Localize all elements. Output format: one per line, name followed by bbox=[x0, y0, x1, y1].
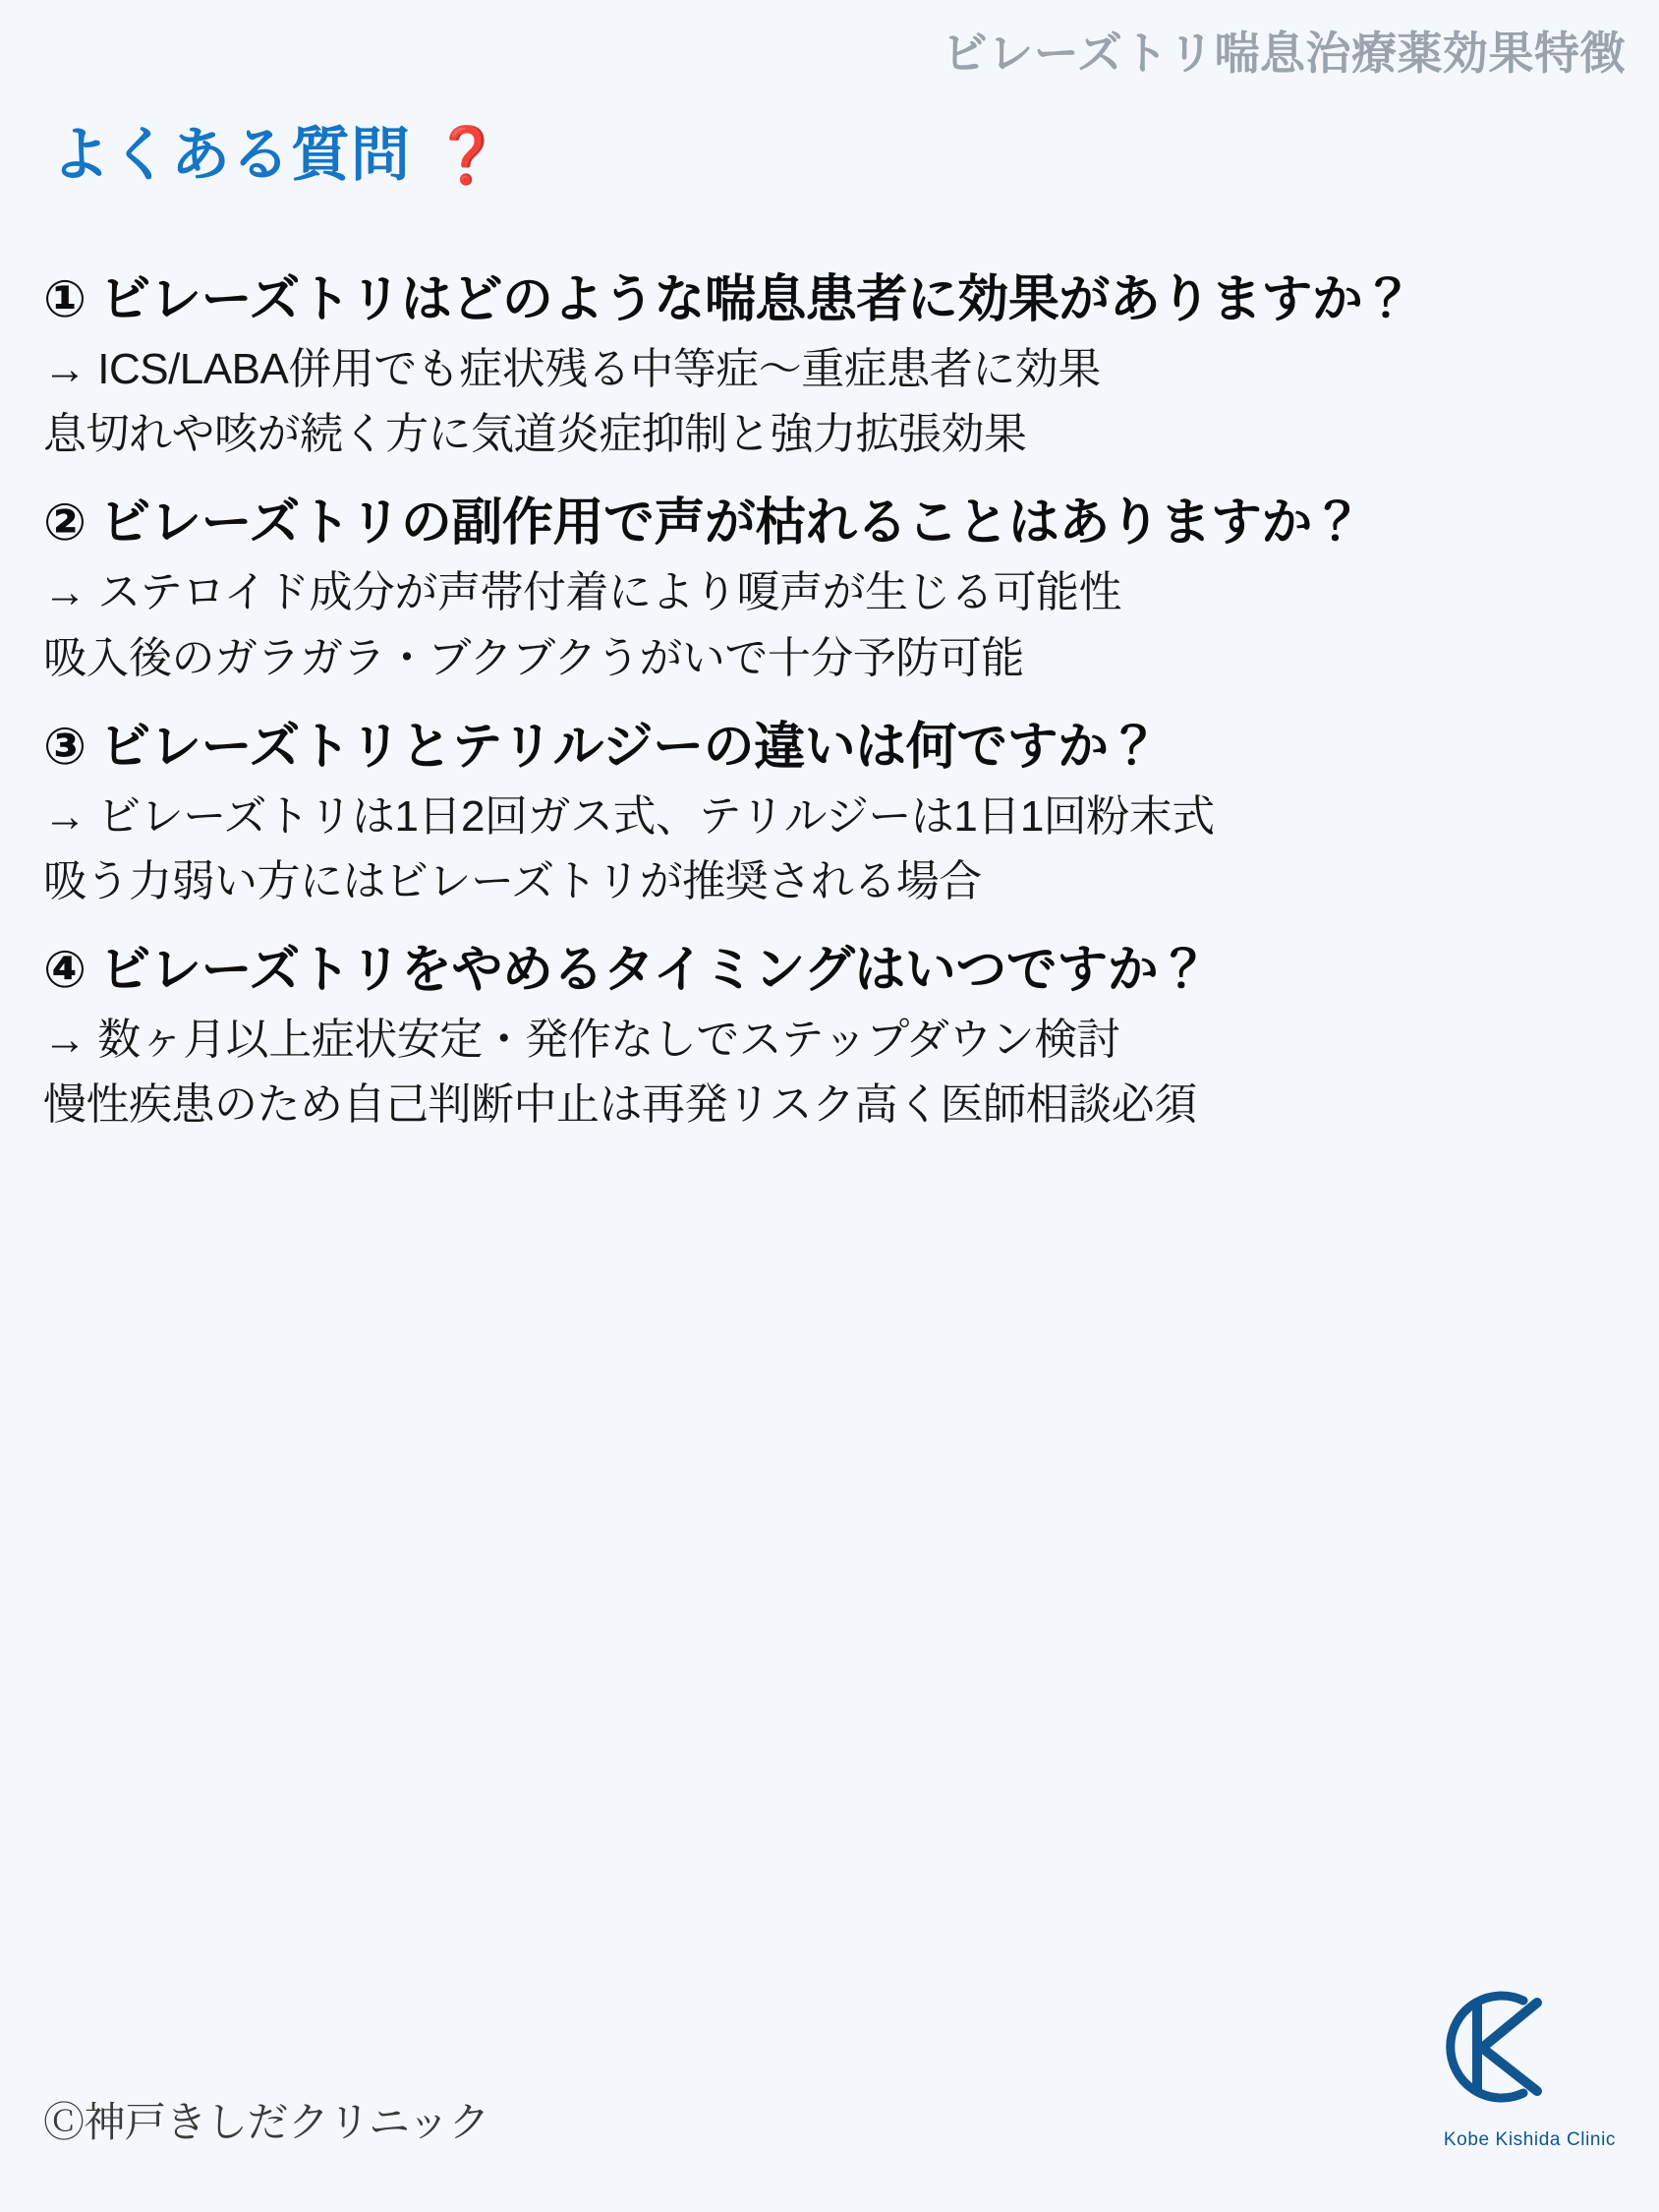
question-mark-icon: ❓ bbox=[432, 124, 501, 186]
faq-answer-line: 慢性疾患のため自己判断中止は再発リスク高く医師相談必須 bbox=[43, 1080, 1197, 1130]
faq-answer-line: → ICS/LABA併用でも症状残る中等症〜重症患者に効果 bbox=[43, 344, 1101, 393]
faq-list bbox=[43, 267, 1626, 1142]
faq-question: ③ ビレーズトリとテリルジーの違いは何ですか？ bbox=[43, 718, 1160, 776]
copyright-credit: Ⓒ神戸きしだクリニック bbox=[43, 2099, 489, 2145]
faq-answer-line: → ステロイド成分が声帯付着により嗄声が生じる可能性 bbox=[43, 568, 1122, 617]
faq-question: ④ ビレーズトリをやめるタイミングはいつですか？ bbox=[43, 942, 1209, 1000]
logo-clinic-name: Kobe Kishida Clinic bbox=[1443, 2129, 1616, 2150]
faq-question: ② ビレーズトリの副作用で声が枯れることはありますか？ bbox=[43, 495, 1363, 553]
faq-question: ① ビレーズトリはどのような喘息患者に効果がありますか？ bbox=[43, 271, 1413, 328]
page-header-title: ビレーズトリ喘息治療薬効果特徴 bbox=[942, 28, 1626, 79]
clinic-logo bbox=[1413, 1989, 1620, 2151]
faq-item bbox=[43, 267, 1626, 465]
faq-item bbox=[43, 715, 1626, 912]
faq-item bbox=[43, 491, 1626, 688]
section-title bbox=[51, 122, 501, 188]
faq-answer-line: → 数ヶ月以上症状安定・発作なしでステップダウン検討 bbox=[43, 1016, 1120, 1064]
faq-answer-line: 息切れや咳が続く方に気道炎症抑制と強力拡張効果 bbox=[43, 410, 1027, 459]
faq-answer-line: 吸入後のガラガラ・ブクブクうがいで十分予防可能 bbox=[43, 633, 1024, 682]
faq-item bbox=[43, 938, 1626, 1135]
logo-k-icon bbox=[1413, 1989, 1610, 2105]
faq-answer-line: 吸う力弱い方にはビレーズトリが推奨される場合 bbox=[43, 856, 982, 905]
page-title: よくある質問 bbox=[51, 122, 411, 188]
faq-answer-line: → ビレーズトリは1日2回ガス式、テリルジーは1日1回粉末式 bbox=[43, 791, 1215, 841]
